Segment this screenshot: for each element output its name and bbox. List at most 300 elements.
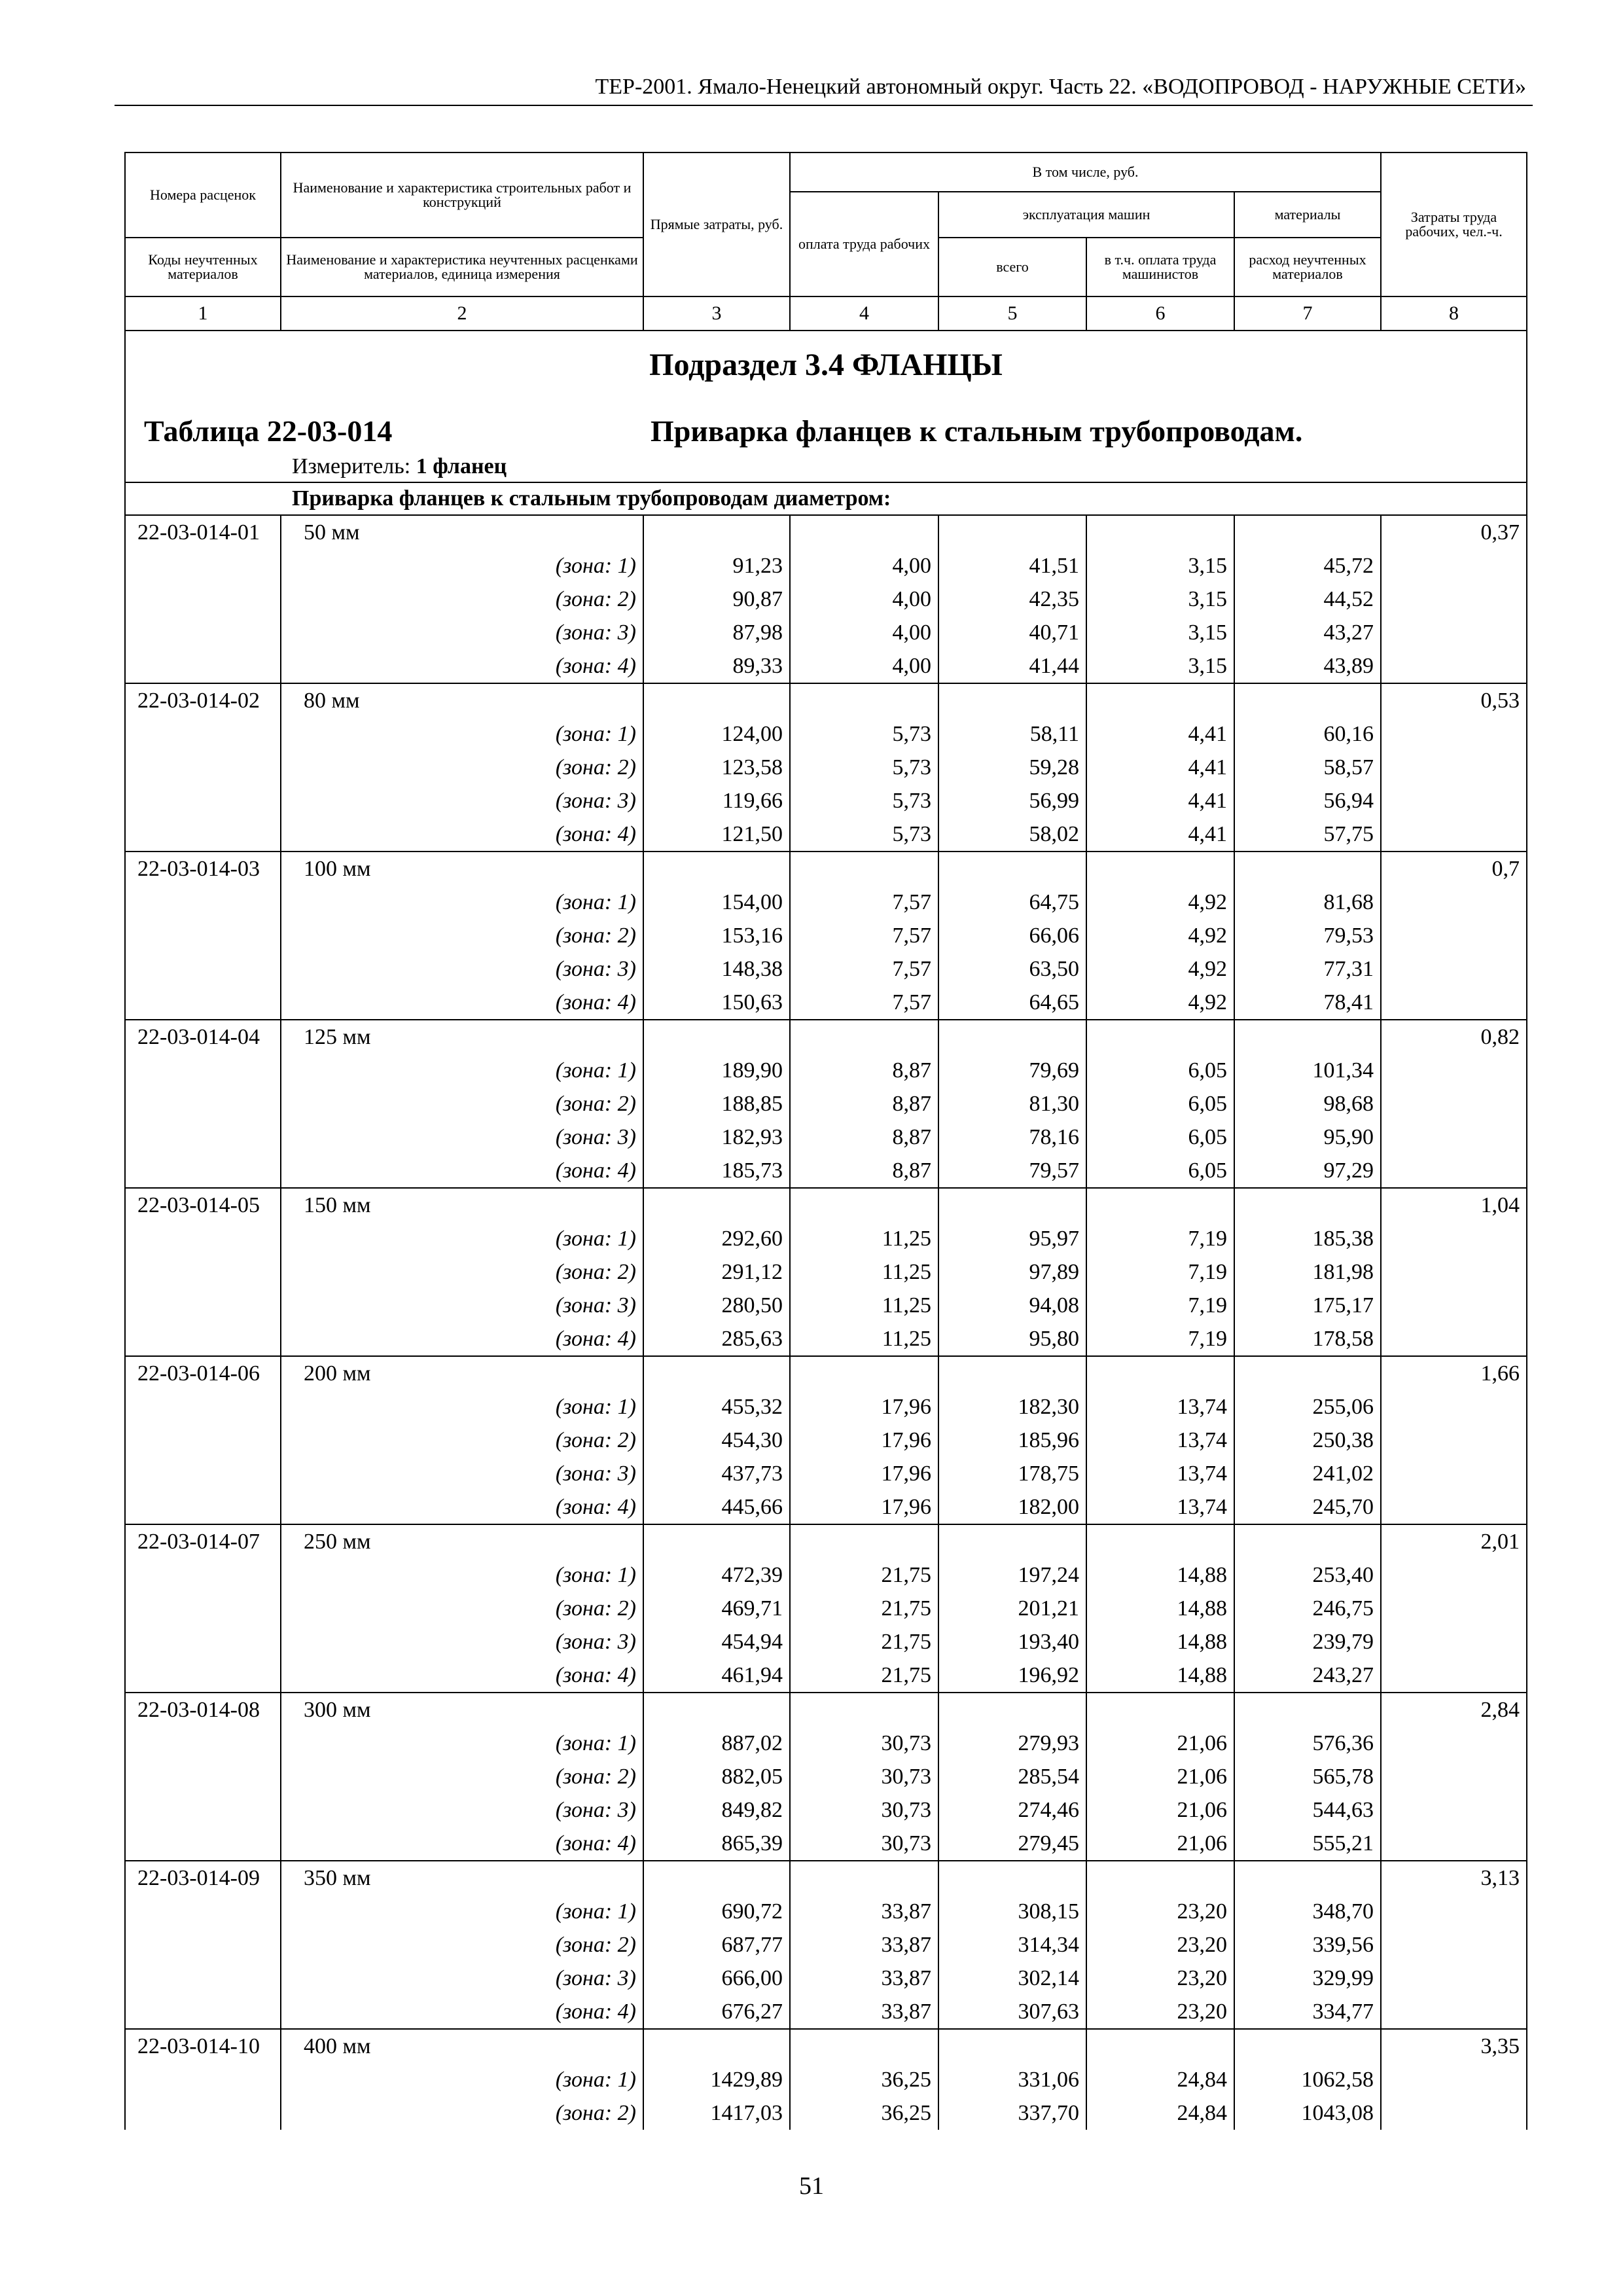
zone-label: (зона: 4) xyxy=(281,1490,643,1524)
operators-cost: 13,74 xyxy=(1086,1390,1234,1424)
direct-cost: 666,00 xyxy=(643,1962,790,1995)
empty-cell xyxy=(1381,1625,1527,1659)
wages-cost: 21,75 xyxy=(790,1558,938,1592)
empty-cell xyxy=(1086,683,1234,717)
machines-cost: 41,51 xyxy=(938,549,1086,583)
direct-cost: 121,50 xyxy=(643,817,790,852)
empty-cell xyxy=(938,515,1086,549)
machines-cost: 185,96 xyxy=(938,1424,1086,1457)
operators-cost: 13,74 xyxy=(1086,1424,1234,1457)
materials-cost: 77,31 xyxy=(1234,952,1381,986)
machines-cost: 79,69 xyxy=(938,1054,1086,1087)
rate-code: 22-03-014-09 xyxy=(125,1861,281,1895)
rate-row xyxy=(125,1356,1527,1390)
wages-cost: 30,73 xyxy=(790,1760,938,1793)
table-title: Приварка фланцев к стальным трубопроводам. xyxy=(651,414,1303,448)
empty-cell xyxy=(1381,717,1527,751)
empty-cell xyxy=(790,2029,938,2063)
machines-cost: 331,06 xyxy=(938,2063,1086,2096)
materials-cost: 1062,58 xyxy=(1234,2063,1381,2096)
zone-row xyxy=(125,616,1527,649)
direct-cost: 189,90 xyxy=(643,1054,790,1087)
zone-label: (зона: 1) xyxy=(281,1390,643,1424)
wages-cost: 36,25 xyxy=(790,2063,938,2096)
wages-cost: 7,57 xyxy=(790,886,938,919)
col1-header-top: Номера расценок xyxy=(125,152,281,238)
direct-cost: 291,12 xyxy=(643,1255,790,1289)
empty-cell xyxy=(1381,1222,1527,1255)
direct-cost: 690,72 xyxy=(643,1895,790,1928)
wages-cost: 4,00 xyxy=(790,616,938,649)
wages-cost: 7,57 xyxy=(790,986,938,1020)
empty-cell xyxy=(1086,1524,1234,1558)
operators-cost: 6,05 xyxy=(1086,1121,1234,1154)
materials-cost: 243,27 xyxy=(1234,1659,1381,1693)
empty-cell xyxy=(1381,1424,1527,1457)
wages-cost: 8,87 xyxy=(790,1087,938,1121)
machines-cost: 285,54 xyxy=(938,1760,1086,1793)
operators-cost: 14,88 xyxy=(1086,1659,1234,1693)
empty-cell xyxy=(1234,683,1381,717)
empty-cell xyxy=(938,683,1086,717)
empty-cell xyxy=(1381,1962,1527,1995)
zone-label: (зона: 4) xyxy=(281,986,643,1020)
zone-label: (зона: 1) xyxy=(281,549,643,583)
empty-cell xyxy=(125,1727,281,1760)
direct-cost: 182,93 xyxy=(643,1121,790,1154)
materials-cost: 78,41 xyxy=(1234,986,1381,1020)
materials-cost: 544,63 xyxy=(1234,1793,1381,1827)
rate-name: 125 мм xyxy=(281,1020,643,1054)
empty-cell xyxy=(125,1054,281,1087)
empty-cell xyxy=(1381,1390,1527,1424)
wages-cost: 5,73 xyxy=(790,817,938,852)
labor-cost: 0,82 xyxy=(1381,1020,1527,1054)
rate-row xyxy=(125,1861,1527,1895)
empty-cell xyxy=(938,1693,1086,1727)
operators-cost: 21,06 xyxy=(1086,1727,1234,1760)
empty-cell xyxy=(1381,1457,1527,1490)
operators-cost: 13,74 xyxy=(1086,1490,1234,1524)
operators-cost: 23,20 xyxy=(1086,1928,1234,1962)
materials-cost: 175,17 xyxy=(1234,1289,1381,1322)
materials-cost: 348,70 xyxy=(1234,1895,1381,1928)
empty-cell xyxy=(1381,649,1527,683)
wages-cost: 8,87 xyxy=(790,1054,938,1087)
materials-cost: 185,38 xyxy=(1234,1222,1381,1255)
labor-cost: 1,66 xyxy=(1381,1356,1527,1390)
operators-cost: 3,15 xyxy=(1086,583,1234,616)
rate-row xyxy=(125,515,1527,549)
empty-cell xyxy=(125,751,281,784)
empty-cell xyxy=(643,1188,790,1222)
zone-label: (зона: 2) xyxy=(281,919,643,952)
zone-row xyxy=(125,1222,1527,1255)
machines-cost: 314,34 xyxy=(938,1928,1086,1962)
direct-cost: 150,63 xyxy=(643,986,790,1020)
materials-cost: 101,34 xyxy=(1234,1054,1381,1087)
column-number: 5 xyxy=(938,296,1086,331)
machines-cost: 182,30 xyxy=(938,1390,1086,1424)
zone-row xyxy=(125,1659,1527,1693)
machines-cost: 81,30 xyxy=(938,1087,1086,1121)
operators-cost: 3,15 xyxy=(1086,616,1234,649)
empty-cell xyxy=(125,1390,281,1424)
labor-cost: 3,35 xyxy=(1381,2029,1527,2063)
empty-cell xyxy=(1381,1154,1527,1188)
machines-header: эксплуатация машин xyxy=(938,192,1234,238)
machines-cost: 302,14 xyxy=(938,1962,1086,1995)
direct-cost: 119,66 xyxy=(643,784,790,817)
machines-cost: 182,00 xyxy=(938,1490,1086,1524)
zone-label: (зона: 1) xyxy=(281,886,643,919)
zone-label: (зона: 3) xyxy=(281,1289,643,1322)
machines-cost: 79,57 xyxy=(938,1154,1086,1188)
rate-code: 22-03-014-01 xyxy=(125,515,281,549)
labor-cost: 2,01 xyxy=(1381,1524,1527,1558)
empty-cell xyxy=(125,986,281,1020)
direct-cost: 676,27 xyxy=(643,1995,790,2029)
empty-cell xyxy=(643,1524,790,1558)
machines-cost: 56,99 xyxy=(938,784,1086,817)
zone-row xyxy=(125,1255,1527,1289)
direct-cost: 882,05 xyxy=(643,1760,790,1793)
empty-cell xyxy=(125,1592,281,1625)
materials-cost: 44,52 xyxy=(1234,583,1381,616)
zone-label: (зона: 1) xyxy=(281,2063,643,2096)
empty-cell xyxy=(125,919,281,952)
direct-cost: 123,58 xyxy=(643,751,790,784)
empty-cell xyxy=(125,2096,281,2130)
zone-label: (зона: 2) xyxy=(281,1928,643,1962)
operators-cost: 14,88 xyxy=(1086,1625,1234,1659)
zone-label: (зона: 2) xyxy=(281,1255,643,1289)
empty-cell xyxy=(125,886,281,919)
empty-cell xyxy=(125,616,281,649)
zone-label: (зона: 2) xyxy=(281,751,643,784)
materials-cost: 555,21 xyxy=(1234,1827,1381,1861)
empty-cell xyxy=(1381,1928,1527,1962)
empty-cell xyxy=(125,1760,281,1793)
direct-cost: 154,00 xyxy=(643,886,790,919)
operators-cost: 6,05 xyxy=(1086,1154,1234,1188)
machines-cost: 95,80 xyxy=(938,1322,1086,1356)
table-code: Таблица 22-03-014 xyxy=(144,414,393,448)
rate-row xyxy=(125,1188,1527,1222)
operators-cost: 23,20 xyxy=(1086,1995,1234,2029)
wages-cost: 17,96 xyxy=(790,1457,938,1490)
empty-cell xyxy=(125,1995,281,2029)
materials-cost: 576,36 xyxy=(1234,1727,1381,1760)
empty-cell xyxy=(643,1693,790,1727)
empty-cell xyxy=(643,683,790,717)
empty-cell xyxy=(1234,1020,1381,1054)
zone-row xyxy=(125,1558,1527,1592)
rate-code: 22-03-014-03 xyxy=(125,852,281,886)
empty-cell xyxy=(125,1222,281,1255)
group-title: Приварка фланцев к стальным трубопроводам диаметром: xyxy=(125,482,1527,515)
wages-cost: 21,75 xyxy=(790,1625,938,1659)
wages-cost: 5,73 xyxy=(790,717,938,751)
labor-cost: 3,13 xyxy=(1381,1861,1527,1895)
empty-cell xyxy=(1381,886,1527,919)
direct-cost: 469,71 xyxy=(643,1592,790,1625)
empty-cell xyxy=(125,1962,281,1995)
machines-cost: 64,75 xyxy=(938,886,1086,919)
materials-cost: 1043,08 xyxy=(1234,2096,1381,2130)
operators-cost: 3,15 xyxy=(1086,649,1234,683)
materials-cost: 178,58 xyxy=(1234,1322,1381,1356)
empty-cell xyxy=(1381,2063,1527,2096)
col8-header: Затраты труда рабочих, чел.-ч. xyxy=(1381,152,1527,296)
empty-cell xyxy=(125,1625,281,1659)
column-number: 6 xyxy=(1086,296,1234,331)
machines-cost: 308,15 xyxy=(938,1895,1086,1928)
direct-cost: 454,30 xyxy=(643,1424,790,1457)
operators-cost: 24,84 xyxy=(1086,2096,1234,2130)
zone-label: (зона: 4) xyxy=(281,1827,643,1861)
empty-cell xyxy=(1234,2029,1381,2063)
empty-cell xyxy=(790,683,938,717)
machines-cost: 42,35 xyxy=(938,583,1086,616)
zone-row xyxy=(125,1760,1527,1793)
unit-line xyxy=(292,454,507,479)
column-number: 2 xyxy=(281,296,643,331)
operators-cost: 13,74 xyxy=(1086,1457,1234,1490)
materials-cost: 246,75 xyxy=(1234,1592,1381,1625)
materials-cost: 245,70 xyxy=(1234,1490,1381,1524)
operators-cost: 14,88 xyxy=(1086,1592,1234,1625)
wages-cost: 4,00 xyxy=(790,583,938,616)
machines-cost: 178,75 xyxy=(938,1457,1086,1490)
direct-cost: 185,73 xyxy=(643,1154,790,1188)
operators-cost: 7,19 xyxy=(1086,1255,1234,1289)
rate-name: 80 мм xyxy=(281,683,643,717)
wages-cost: 36,25 xyxy=(790,2096,938,2130)
operators-cost: 24,84 xyxy=(1086,2063,1234,2096)
empty-cell xyxy=(1381,986,1527,1020)
empty-cell xyxy=(125,1827,281,1861)
empty-cell xyxy=(125,1928,281,1962)
zone-row xyxy=(125,2096,1527,2130)
empty-cell xyxy=(1086,1020,1234,1054)
empty-cell xyxy=(1234,1188,1381,1222)
empty-cell xyxy=(938,1861,1086,1895)
empty-cell xyxy=(1234,1693,1381,1727)
empty-cell xyxy=(1086,852,1234,886)
zone-row xyxy=(125,649,1527,683)
rate-code: 22-03-014-10 xyxy=(125,2029,281,2063)
empty-cell xyxy=(1381,1289,1527,1322)
empty-cell xyxy=(125,1895,281,1928)
col5-header: всего xyxy=(938,238,1086,296)
materials-cost: 250,38 xyxy=(1234,1424,1381,1457)
materials-cost: 241,02 xyxy=(1234,1457,1381,1490)
machines-cost: 201,21 xyxy=(938,1592,1086,1625)
materials-cost: 56,94 xyxy=(1234,784,1381,817)
empty-cell xyxy=(1086,2029,1234,2063)
materials-cost: 79,53 xyxy=(1234,919,1381,952)
machines-cost: 40,71 xyxy=(938,616,1086,649)
zone-label: (зона: 2) xyxy=(281,1087,643,1121)
empty-cell xyxy=(790,852,938,886)
zone-label: (зона: 3) xyxy=(281,1121,643,1154)
zone-row xyxy=(125,1121,1527,1154)
zone-label: (зона: 3) xyxy=(281,1625,643,1659)
empty-cell xyxy=(790,1524,938,1558)
wages-cost: 4,00 xyxy=(790,549,938,583)
zone-row xyxy=(125,2063,1527,2096)
wages-cost: 7,57 xyxy=(790,919,938,952)
zone-label: (зона: 3) xyxy=(281,1793,643,1827)
operators-cost: 7,19 xyxy=(1086,1322,1234,1356)
empty-cell xyxy=(938,1188,1086,1222)
empty-cell xyxy=(125,1659,281,1693)
machines-cost: 279,45 xyxy=(938,1827,1086,1861)
empty-cell xyxy=(1381,1659,1527,1693)
empty-cell xyxy=(643,852,790,886)
operators-cost: 7,19 xyxy=(1086,1289,1234,1322)
empty-cell xyxy=(125,1424,281,1457)
empty-cell xyxy=(790,1188,938,1222)
rates-table xyxy=(124,152,1527,2130)
zone-label: (зона: 2) xyxy=(281,1424,643,1457)
zone-row xyxy=(125,919,1527,952)
zone-label: (зона: 1) xyxy=(281,1054,643,1087)
empty-cell xyxy=(125,952,281,986)
zone-row xyxy=(125,1424,1527,1457)
materials-cost: 329,99 xyxy=(1234,1962,1381,1995)
wages-cost: 4,00 xyxy=(790,649,938,683)
zone-row xyxy=(125,1793,1527,1827)
rate-name: 350 мм xyxy=(281,1861,643,1895)
direct-cost: 1429,89 xyxy=(643,2063,790,2096)
empty-cell xyxy=(1381,2096,1527,2130)
running-header: ТЕР-2001. Ямало-Ненецкий автономный округ. Часть 22. «ВОДОПРОВОД - НАРУЖНЫЕ СЕТИ» xyxy=(115,71,1533,106)
wages-cost: 8,87 xyxy=(790,1154,938,1188)
empty-cell xyxy=(1381,616,1527,649)
empty-cell xyxy=(1381,1793,1527,1827)
machines-cost: 279,93 xyxy=(938,1727,1086,1760)
empty-cell xyxy=(938,852,1086,886)
machines-cost: 58,02 xyxy=(938,817,1086,852)
col6-header: в т.ч. оплата труда машинистов xyxy=(1086,238,1234,296)
wages-cost: 17,96 xyxy=(790,1390,938,1424)
zone-row xyxy=(125,1625,1527,1659)
empty-cell xyxy=(125,817,281,852)
direct-cost: 285,63 xyxy=(643,1322,790,1356)
rate-name: 250 мм xyxy=(281,1524,643,1558)
wages-cost: 11,25 xyxy=(790,1255,938,1289)
zone-label: (зона: 3) xyxy=(281,1457,643,1490)
zone-label: (зона: 2) xyxy=(281,1592,643,1625)
rate-code: 22-03-014-08 xyxy=(125,1693,281,1727)
machines-cost: 78,16 xyxy=(938,1121,1086,1154)
zone-label: (зона: 1) xyxy=(281,1558,643,1592)
zone-row xyxy=(125,1289,1527,1322)
materials-cost: 95,90 xyxy=(1234,1121,1381,1154)
machines-cost: 41,44 xyxy=(938,649,1086,683)
wages-cost: 30,73 xyxy=(790,1727,938,1760)
empty-cell xyxy=(125,1087,281,1121)
wages-cost: 17,96 xyxy=(790,1424,938,1457)
operators-cost: 6,05 xyxy=(1086,1054,1234,1087)
operators-cost: 4,41 xyxy=(1086,784,1234,817)
direct-cost: 887,02 xyxy=(643,1727,790,1760)
empty-cell xyxy=(1086,1861,1234,1895)
rate-row xyxy=(125,1693,1527,1727)
machines-cost: 97,89 xyxy=(938,1255,1086,1289)
operators-cost: 3,15 xyxy=(1086,549,1234,583)
rate-row xyxy=(125,1524,1527,1558)
empty-cell xyxy=(1381,1255,1527,1289)
operators-cost: 7,19 xyxy=(1086,1222,1234,1255)
direct-cost: 87,98 xyxy=(643,616,790,649)
machines-cost: 307,63 xyxy=(938,1995,1086,2029)
empty-cell xyxy=(1381,1727,1527,1760)
empty-cell xyxy=(643,1356,790,1390)
empty-cell xyxy=(1086,1693,1234,1727)
col1-header-bottom: Коды неучтенных материалов xyxy=(125,238,281,296)
empty-cell xyxy=(125,717,281,751)
machines-cost: 337,70 xyxy=(938,2096,1086,2130)
empty-cell xyxy=(1086,1188,1234,1222)
zone-row xyxy=(125,886,1527,919)
materials-cost: 253,40 xyxy=(1234,1558,1381,1592)
zone-label: (зона: 1) xyxy=(281,1222,643,1255)
zone-row xyxy=(125,784,1527,817)
direct-cost: 89,33 xyxy=(643,649,790,683)
machines-cost: 58,11 xyxy=(938,717,1086,751)
header-row xyxy=(125,152,1527,192)
empty-cell xyxy=(1381,952,1527,986)
materials-cost: 339,56 xyxy=(1234,1928,1381,1962)
rate-name: 200 мм xyxy=(281,1356,643,1390)
direct-cost: 687,77 xyxy=(643,1928,790,1962)
zone-label: (зона: 3) xyxy=(281,1962,643,1995)
zone-row xyxy=(125,549,1527,583)
wages-cost: 33,87 xyxy=(790,1962,938,1995)
operators-cost: 21,06 xyxy=(1086,1760,1234,1793)
rate-code: 22-03-014-04 xyxy=(125,1020,281,1054)
empty-cell xyxy=(1381,817,1527,852)
wages-cost: 11,25 xyxy=(790,1289,938,1322)
zone-label: (зона: 2) xyxy=(281,583,643,616)
empty-cell xyxy=(1381,1322,1527,1356)
empty-cell xyxy=(125,2063,281,2096)
col4-header: оплата труда рабочих xyxy=(790,192,938,296)
operators-cost: 4,92 xyxy=(1086,886,1234,919)
zone-label: (зона: 3) xyxy=(281,952,643,986)
materials-cost: 60,16 xyxy=(1234,717,1381,751)
zone-row xyxy=(125,751,1527,784)
zone-label: (зона: 3) xyxy=(281,616,643,649)
empty-cell xyxy=(790,1356,938,1390)
machines-cost: 66,06 xyxy=(938,919,1086,952)
section-block xyxy=(125,331,1527,482)
wages-cost: 30,73 xyxy=(790,1793,938,1827)
direct-cost: 455,32 xyxy=(643,1390,790,1424)
empty-cell xyxy=(125,1322,281,1356)
labor-cost: 0,7 xyxy=(1381,852,1527,886)
empty-cell xyxy=(1381,549,1527,583)
operators-cost: 4,92 xyxy=(1086,919,1234,952)
page-number: 51 xyxy=(799,2172,824,2200)
empty-cell xyxy=(643,1020,790,1054)
zone-row xyxy=(125,1827,1527,1861)
operators-cost: 23,20 xyxy=(1086,1895,1234,1928)
operators-cost: 4,92 xyxy=(1086,986,1234,1020)
